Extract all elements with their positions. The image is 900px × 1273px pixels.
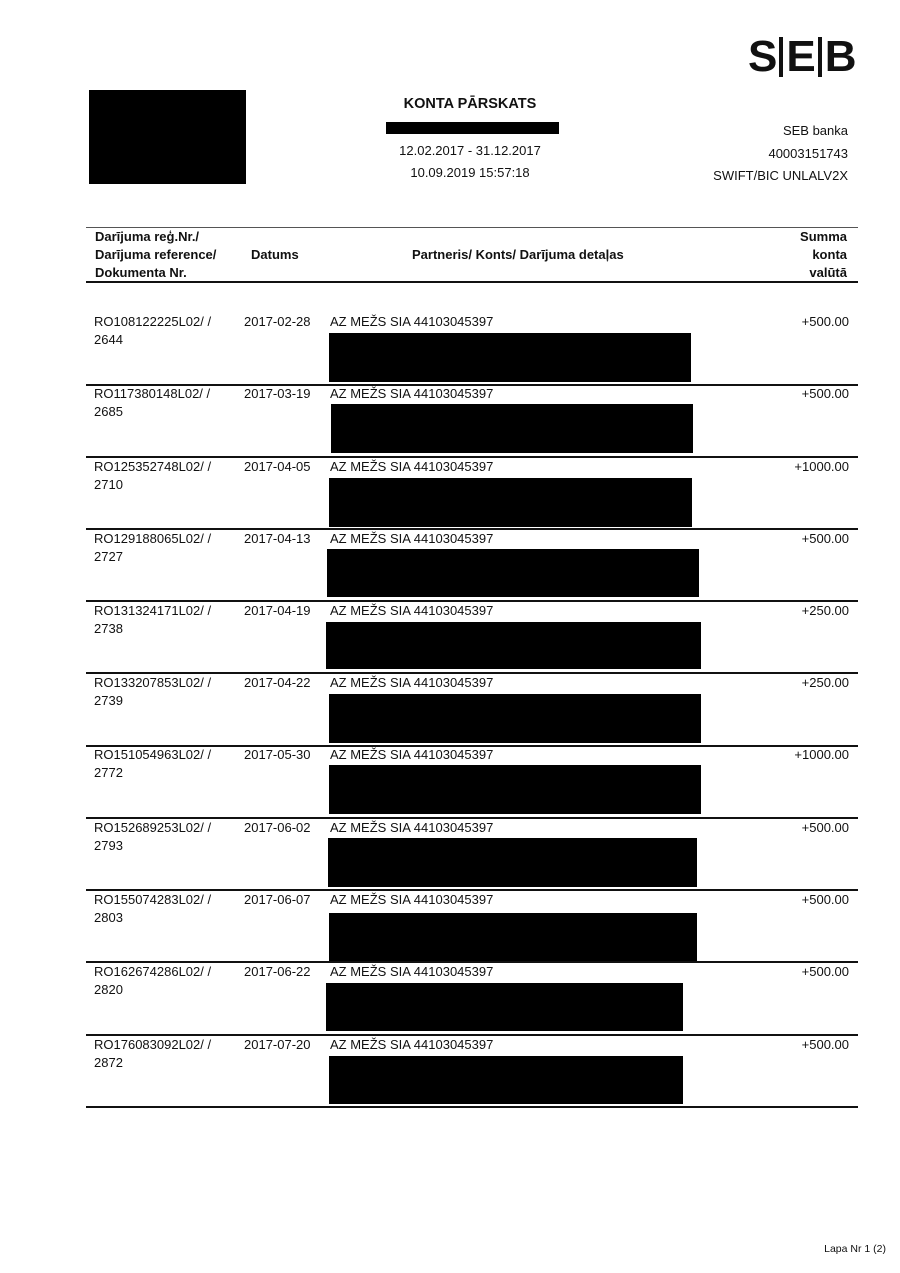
row-amount: +500.00	[801, 1037, 849, 1052]
row-amount: +250.00	[801, 675, 849, 690]
redacted-details	[329, 333, 691, 382]
seb-logo	[748, 32, 856, 81]
redacted-details	[329, 478, 692, 527]
row-reference: RO152689253L02/ /	[94, 820, 212, 835]
row-document-number: 2793	[94, 838, 123, 853]
row-reference: RO133207853L02/ /	[94, 675, 212, 690]
row-amount: +500.00	[801, 964, 849, 979]
row-document-number: 2644	[94, 332, 123, 347]
row-date: 2017-06-22	[244, 964, 311, 979]
statement-period: 12.02.2017 - 31.12.2017	[399, 143, 541, 158]
row-document-number: 2772	[94, 765, 123, 780]
row-document-number: 2710	[94, 477, 123, 492]
row-date: 2017-02-28	[244, 314, 311, 329]
row-partner: AZ MEŽS SIA 44103045397	[330, 964, 494, 979]
redacted-details	[328, 838, 697, 887]
row-partner: AZ MEŽS SIA 44103045397	[330, 314, 494, 329]
redacted-details	[329, 765, 701, 814]
row-document-number: 2803	[94, 910, 123, 925]
redacted-details	[329, 1056, 683, 1104]
row-reference: RO155074283L02/ /	[94, 892, 212, 907]
table-row	[86, 746, 858, 816]
bank-swift: SWIFT/BIC UNLALV2X	[713, 168, 848, 183]
row-amount: +1000.00	[794, 747, 849, 762]
redacted-account-number	[386, 122, 559, 134]
row-amount: +500.00	[801, 386, 849, 401]
table-row	[86, 674, 858, 744]
row-reference: RO162674286L02/ /	[94, 964, 212, 979]
bank-name: SEB banka	[782, 123, 848, 138]
row-date: 2017-04-05	[244, 459, 311, 474]
header-partner: Partneris/ Konts/ Darījuma detaļas	[412, 247, 624, 262]
header-date: Datums	[251, 247, 299, 262]
row-partner: AZ MEŽS SIA 44103045397	[330, 892, 494, 907]
header-reference: Darījuma reģ.Nr./ Darījuma reference/ Dokumenta Nr.	[95, 229, 217, 280]
header-bottom-rule	[86, 281, 858, 283]
table-bottom-rule	[86, 1106, 858, 1108]
table-row	[86, 530, 858, 600]
generated-timestamp: 10.09.2019 15:57:18	[410, 165, 530, 180]
redacted-details	[331, 404, 693, 453]
row-reference: RO117380148L02/ /	[94, 386, 211, 401]
table-row	[86, 819, 858, 889]
bank-code: 40003151743	[768, 145, 848, 161]
page-number: Lapa Nr 1 (2)	[824, 1243, 886, 1255]
row-date: 2017-06-02	[244, 820, 311, 835]
redacted-details	[327, 549, 699, 597]
table-row	[86, 963, 858, 1033]
redacted-account-holder	[89, 90, 246, 184]
logo-letter-s: S	[748, 32, 777, 81]
row-document-number: 2739	[94, 693, 123, 708]
row-date: 2017-04-13	[244, 531, 311, 546]
table-row	[86, 1036, 858, 1106]
table-row	[86, 891, 858, 961]
row-partner: AZ MEŽS SIA 44103045397	[330, 386, 494, 401]
redacted-details	[326, 622, 701, 669]
row-reference: RO108122225L02/ /	[94, 314, 212, 329]
row-reference: RO176083092L02/ /	[94, 1037, 212, 1052]
row-reference: RO131324171L02/ /	[94, 603, 212, 618]
row-partner: AZ MEŽS SIA 44103045397	[330, 459, 494, 474]
row-amount: +500.00	[801, 314, 849, 329]
row-document-number: 2727	[94, 549, 123, 564]
statement-title: KONTA PĀRSKATS	[403, 96, 537, 112]
logo-letter-b: B	[824, 32, 856, 81]
row-reference: RO125352748L02/ /	[94, 459, 212, 474]
row-partner: AZ MEŽS SIA 44103045397	[330, 603, 494, 618]
row-document-number: 2820	[94, 982, 123, 997]
row-amount: +500.00	[801, 531, 849, 546]
logo-letter-e: E	[786, 32, 815, 81]
row-document-number: 2738	[94, 621, 123, 636]
row-document-number: 2685	[94, 404, 123, 419]
table-row	[86, 458, 858, 528]
row-partner: AZ MEŽS SIA 44103045397	[330, 531, 494, 546]
table-row	[86, 602, 858, 672]
row-partner: AZ MEŽS SIA 44103045397	[330, 820, 494, 835]
row-date: 2017-06-07	[244, 892, 311, 907]
row-partner: AZ MEŽS SIA 44103045397	[330, 1037, 494, 1052]
row-reference: RO129188065L02/ /	[94, 531, 212, 546]
row-reference: RO151054963L02/ /	[94, 747, 212, 762]
row-date: 2017-04-19	[244, 603, 311, 618]
row-document-number: 2872	[94, 1055, 123, 1070]
row-amount: +250.00	[801, 603, 849, 618]
row-partner: AZ MEŽS SIA 44103045397	[330, 675, 494, 690]
table-row	[86, 313, 858, 383]
redacted-details	[329, 694, 701, 743]
bank-info	[713, 120, 848, 188]
redacted-details	[326, 983, 683, 1031]
row-amount: +1000.00	[794, 459, 849, 474]
row-date: 2017-03-19	[244, 386, 311, 401]
row-date: 2017-05-30	[244, 747, 311, 762]
redacted-details	[329, 913, 697, 961]
header-amount: Summa konta valūtā	[800, 229, 847, 280]
table-row	[86, 385, 858, 455]
row-amount: +500.00	[801, 820, 849, 835]
row-date: 2017-04-22	[244, 675, 311, 690]
row-date: 2017-07-20	[244, 1037, 311, 1052]
row-amount: +500.00	[801, 892, 849, 907]
row-partner: AZ MEŽS SIA 44103045397	[330, 747, 494, 762]
